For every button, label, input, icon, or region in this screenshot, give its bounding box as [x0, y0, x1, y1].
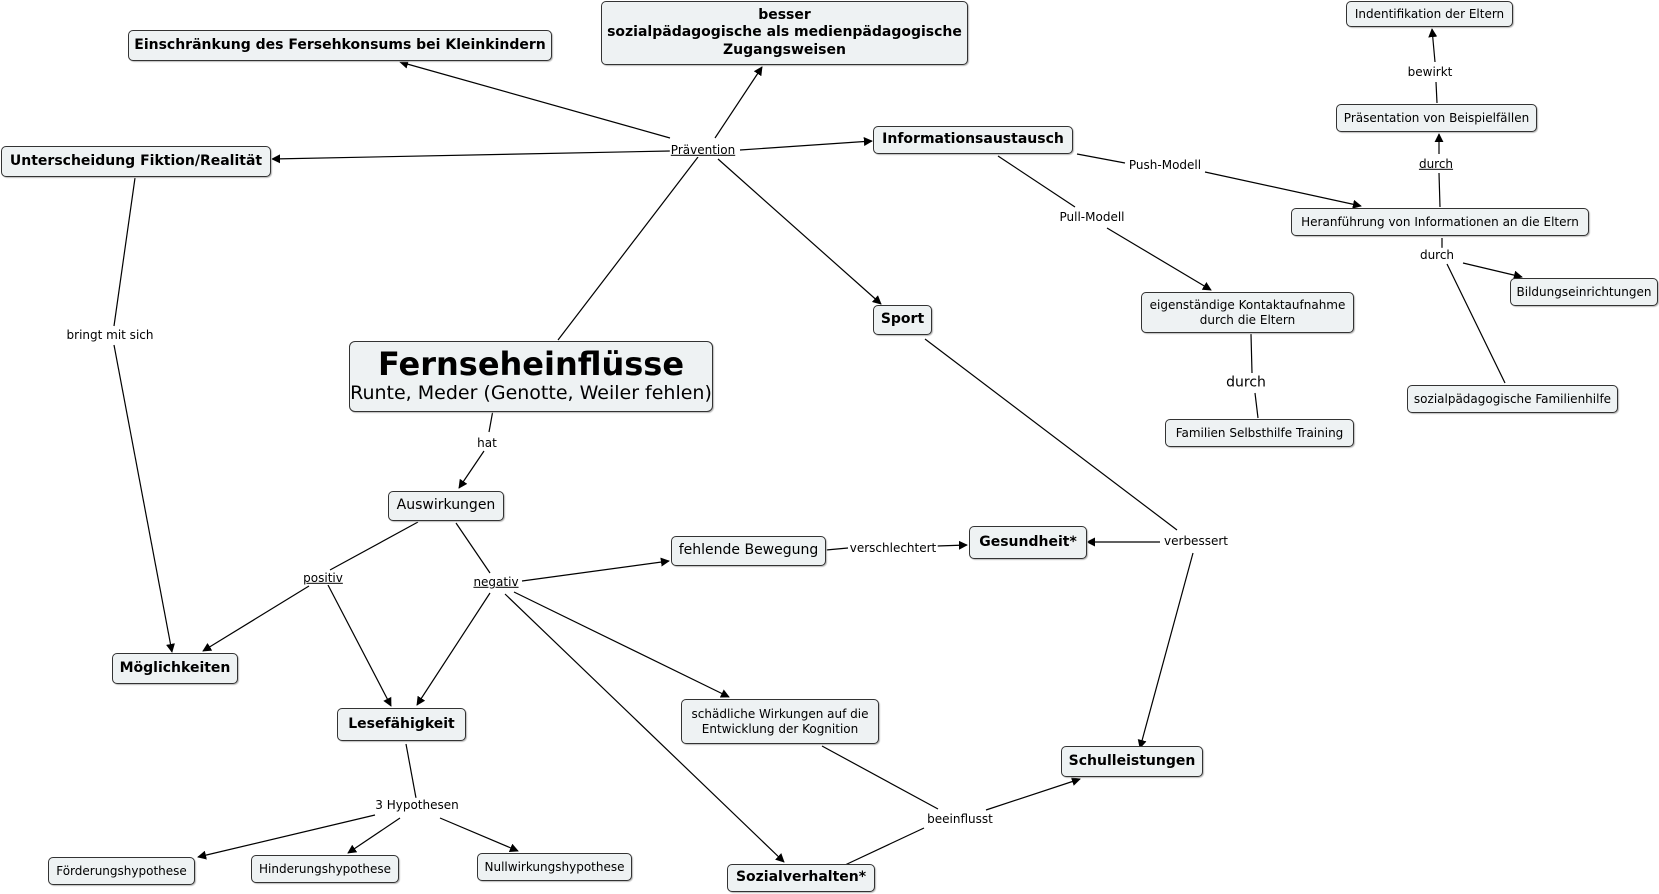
node-fehlende-bewegung-label: fehlende Bewegung — [678, 542, 819, 559]
node-sport-label: Sport — [880, 311, 925, 328]
node-gesundheit[interactable] — [969, 526, 1087, 559]
edge-auswirkungen-positiv — [330, 522, 418, 570]
node-schulleistungen-label: Schulleistungen — [1068, 752, 1196, 769]
edge-root-praevention — [558, 157, 698, 340]
node-lesefaehigkeit-label: Lesefähigkeit — [348, 715, 455, 732]
node-moeglichkeiten-label: Möglichkeiten — [119, 659, 231, 676]
node-heranfuehrung-informationen[interactable] — [1291, 208, 1589, 236]
node-unterscheidung-label: Unterscheidung Fiktion/Realität — [9, 152, 263, 169]
node-praesentation-beispielfaelle[interactable] — [1336, 104, 1537, 132]
node-eigenstaendig-line-2: durch die Eltern — [1199, 312, 1296, 327]
node-identifikation-eltern[interactable] — [1346, 1, 1513, 27]
edge-beeinflusst-schulleistungen — [986, 779, 1080, 810]
root-node-fernseheinfluesse[interactable] — [349, 341, 713, 412]
node-besser-line-2: sozialpädagogische als medienpädagogische — [607, 24, 962, 41]
link-label-durch-praesentation: durch — [1418, 156, 1454, 171]
node-schaedliche-wirkungen[interactable] — [681, 699, 879, 744]
edge-info-pull — [998, 156, 1075, 207]
node-gesundheit-label: Gesundheit* — [979, 533, 1077, 550]
link-label-verbessert: verbessert — [1164, 533, 1228, 548]
edge-verbessert-schulleistungen — [1140, 553, 1193, 748]
link-label-push-modell: Push-Modell — [1128, 157, 1202, 172]
node-eigenstaendig-line-1: eigenständige Kontaktaufnahme — [1149, 297, 1346, 312]
link-label-3-hypothesen: 3 Hypothesen — [375, 797, 459, 812]
edge-lesefaehigkeit-hypothesen — [406, 744, 416, 798]
node-sozialverhalten[interactable] — [727, 864, 875, 892]
node-identifikation-label: Indentifikation der Eltern — [1354, 6, 1505, 21]
node-schaedliche-line-1: schädliche Wirkungen auf die — [691, 706, 869, 721]
link-label-hat: hat — [477, 435, 497, 450]
node-foerderungshypothese[interactable] — [48, 857, 195, 885]
link-label-durch-training: durch — [1226, 374, 1266, 391]
node-informationsaustausch[interactable] — [873, 126, 1073, 154]
edge-negativ-lesefaehigkeit — [417, 593, 490, 705]
edge-positiv-lesefaehigkeit — [328, 585, 391, 706]
edge-root-hat — [489, 410, 493, 432]
edge-auswirkungen-negativ — [456, 523, 490, 573]
edge-hypothesen-hinderung — [348, 818, 400, 853]
node-fehlende-bewegung[interactable] — [671, 536, 826, 566]
root-title: Fernseheinflüsse — [377, 345, 685, 384]
edge-hypothesen-foerderung — [198, 815, 375, 857]
edge-durch-familienhilfe — [1447, 264, 1505, 383]
link-label-negativ: negativ — [473, 574, 519, 589]
edge-info-push — [1077, 154, 1125, 163]
node-schaedliche-line-2: Entwicklung der Kognition — [701, 721, 859, 736]
edge-sport-verbessert — [925, 339, 1177, 530]
node-heranfuehrung-label: Heranführung von Informationen an die Eltern — [1301, 214, 1579, 229]
node-sozialverhalten-label: Sozialverhalten* — [735, 869, 867, 886]
node-moeglichkeiten[interactable] — [112, 653, 238, 684]
link-label-beeinflusst: beeinflusst — [927, 811, 993, 826]
link-label-positiv: positiv — [303, 570, 343, 585]
edge-praevention-unterscheidung — [272, 151, 670, 159]
edge-praevention-einschraenkung — [400, 62, 670, 138]
root-subtitle: Runte, Meder (Genotte, Weiler fehlen) — [350, 382, 712, 405]
node-bildungseinrichtungen-label: Bildungseinrichtungen — [1516, 284, 1652, 299]
node-einschraenkung-label: Einschränkung des Fersehkonsums bei Kleinkindern — [134, 36, 546, 53]
node-auswirkungen[interactable] — [388, 491, 504, 521]
node-familien-selbsthilfe-training[interactable] — [1165, 419, 1354, 447]
edge-negativ-schaedliche — [514, 592, 729, 697]
edge-heranfuehrung-durch-up — [1439, 173, 1440, 207]
node-besser-zugangsweisen[interactable] — [601, 1, 968, 65]
link-label-bringt-mit-sich: bringt mit sich — [66, 327, 154, 342]
edge-bewirkt-identifikation — [1432, 29, 1435, 62]
edge-bewegung-verschlechtert — [826, 548, 848, 550]
node-familienhilfe-label: sozialpädagogische Familienhilfe — [1413, 391, 1612, 406]
node-sport[interactable] — [873, 305, 932, 335]
edge-verschlechtert-gesundheit — [937, 545, 967, 546]
node-einschraenkung[interactable] — [128, 30, 552, 61]
node-foerderung-label: Förderungshypothese — [56, 863, 187, 878]
edge-pull-eigenstaendig — [1107, 228, 1211, 290]
node-hinderung-label: Hinderungshypothese — [259, 861, 391, 876]
edge-praevention-sport — [718, 159, 881, 304]
node-schulleistungen[interactable] — [1061, 746, 1203, 777]
node-nullwirkungshypothese[interactable] — [477, 853, 632, 881]
node-bildungseinrichtungen[interactable] — [1510, 278, 1658, 306]
node-nullwirkung-label: Nullwirkungshypothese — [484, 859, 625, 874]
node-informationsaustausch-label: Informationsaustausch — [882, 131, 1064, 148]
edge-unterscheidung-bringt — [114, 178, 135, 326]
edge-negativ-bewegung — [522, 561, 669, 581]
node-praesentation-label: Präsentation von Beispielfällen — [1343, 110, 1530, 125]
edge-positiv-moeglichkeiten — [203, 586, 309, 651]
node-unterscheidung[interactable] — [1, 146, 271, 177]
link-label-praevention: Prävention — [670, 142, 736, 157]
edge-praevention-besser — [715, 67, 762, 138]
node-sozialpaedagogische-familienhilfe[interactable] — [1407, 385, 1618, 413]
edge-durch-training — [1255, 393, 1258, 418]
edge-eigenstaendig-durch — [1251, 334, 1252, 373]
link-label-durch-bildung: durch — [1419, 247, 1455, 262]
link-label-pull-modell: Pull-Modell — [1059, 209, 1125, 224]
node-besser-line-1: besser — [758, 6, 811, 23]
node-auswirkungen-label: Auswirkungen — [396, 497, 496, 514]
node-familien-training-label: Familien Selbsthilfe Training — [1175, 425, 1344, 440]
link-label-bewirkt: bewirkt — [1407, 64, 1453, 79]
edge-hat-auswirkungen — [459, 451, 484, 488]
edge-sozialverhalten-beeinflusst — [845, 828, 924, 865]
edge-schaedliche-beeinflusst — [822, 746, 938, 809]
node-besser-line-3: Zugangsweisen — [723, 41, 846, 58]
node-lesefaehigkeit[interactable] — [337, 708, 466, 741]
node-eigenstaendige-kontaktaufnahme[interactable] — [1141, 292, 1354, 333]
edge-hypothesen-nullwirkung — [440, 818, 518, 851]
node-hinderungshypothese[interactable] — [251, 855, 399, 883]
edge-bringt-moeglichkeiten — [114, 345, 172, 652]
link-label-verschlechtert: verschlechtert — [849, 540, 937, 555]
edge-praesentation-bewirkt — [1436, 82, 1437, 103]
edge-praevention-informationsaustausch — [740, 141, 872, 150]
edge-push-heranfuehrung — [1205, 172, 1361, 206]
edge-durch-bildung — [1463, 263, 1522, 277]
